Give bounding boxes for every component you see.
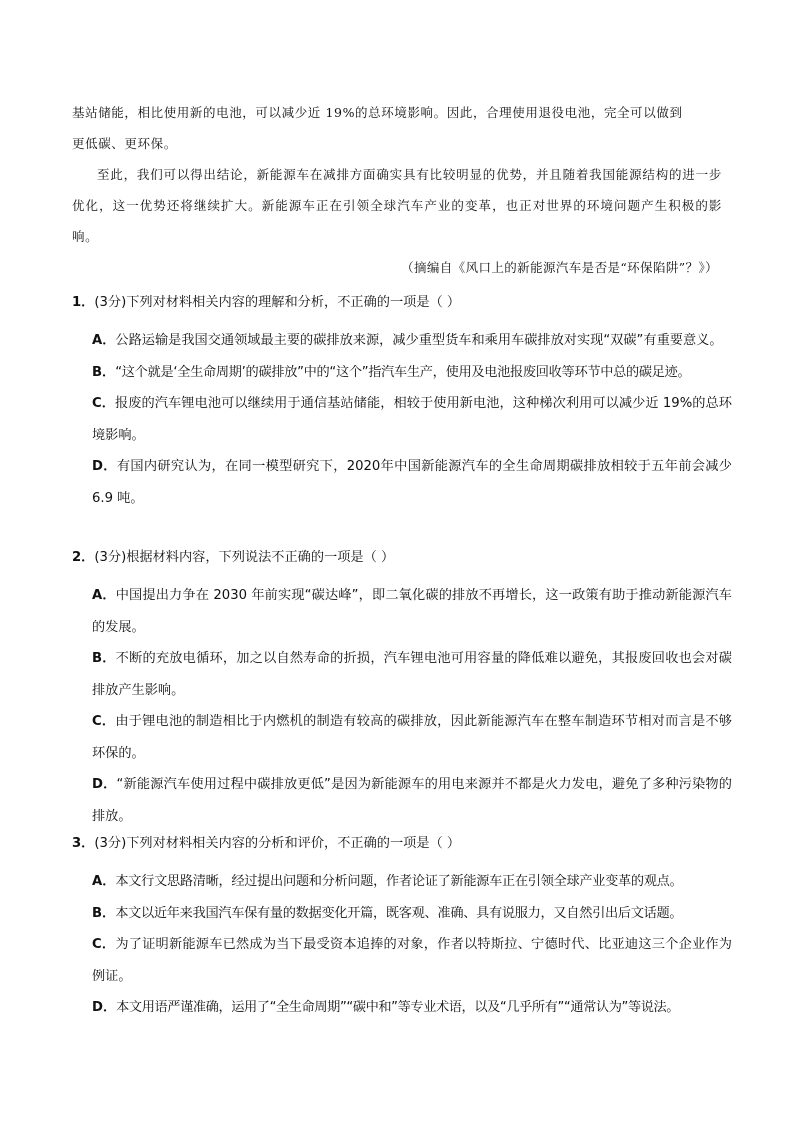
option-letter: B． — [92, 364, 116, 380]
passage-source: （摘编自《风口上的新能源汽车是否是“环保陷阱”？》） — [401, 260, 718, 275]
question-text: (3分)下列对材料相关内容的分析和评价，不正确的一项是（ ） — [94, 836, 461, 851]
option-text: 中国提出力争在 2030 年前实现“碳达峰”，即二氧化碳的排放不再增长，这一政策有助于推动新能源汽车的发展。 — [92, 588, 732, 635]
passage-text — [72, 97, 722, 252]
option-a — [92, 866, 732, 898]
question-stem — [72, 834, 732, 854]
option-c — [92, 706, 732, 769]
option-letter: C． — [92, 937, 116, 952]
question-number: 3． — [72, 836, 95, 851]
option-letter: C． — [92, 714, 116, 729]
option-text: 本文用语严谨准确，运用了“全生命周期”“碳中和”等专业术语，以及“几乎所有”“通常认为”等说法。 — [116, 1000, 680, 1015]
option-c — [92, 388, 732, 451]
question-stem — [72, 293, 732, 313]
option-text: 报废的汽车锂电池可以继续用于通信基站储能，相较于使用新电池，这种梯次利用可以减少近 19%的总环境影响。 — [92, 396, 732, 443]
option-text: “新能源汽车使用过程中碳排放更低”是因为新能源车的用电来源并不都是火力发电，避免了多种污染物的排放。 — [92, 777, 732, 824]
option-text: “这个就是‘全生命周期’的碳排放”中的“这个”指汽车生产，使用及电池报废回收等环节中总的碳足迹。 — [115, 364, 691, 380]
option-a — [92, 325, 732, 357]
option-a — [92, 580, 732, 643]
option-b — [92, 643, 732, 706]
option-letter: A． — [92, 588, 116, 603]
question-text: (3分)下列对材料相关内容的理解和分析，不正确的一项是（ ） — [94, 295, 461, 310]
question-number: 1． — [72, 295, 95, 310]
option-d — [92, 769, 732, 832]
option-letter: D． — [92, 1000, 117, 1015]
question-1 — [72, 293, 732, 514]
passage-paragraph-2: 至此，我们可以得出结论，新能源车在减排方面确实具有比较明显的优势，并且随着我国能源结构的进一步优化，这一优势还将继续扩大。新能源车正在引领全球汽车产业的变革，也正对世界的环境问题产生积极的影响。 — [72, 167, 722, 244]
option-text: 本文以近年来我国汽车保有量的数据变化开篇，既客观、准确、具有说服力，又自然引出后文话题。 — [115, 905, 683, 921]
option-letter: D． — [92, 777, 117, 792]
passage-paragraph-1-line-1: 基站储能，相比使用新的电池，可以减少近 19%的总环境影响。因此，合理使用退役电池，完全可以做到 — [72, 105, 683, 120]
option-text: 由于锂电池的制造相比于内燃机的制造有较高的碳排放，因此新能源汽车在整车制造环节相对而言是不够环保的。 — [92, 714, 732, 761]
option-c — [92, 929, 732, 992]
option-b — [92, 898, 732, 930]
option-d — [92, 992, 732, 1024]
option-letter: D． — [92, 459, 117, 474]
question-2 — [72, 548, 732, 832]
option-d — [92, 451, 732, 514]
option-letter: B． — [92, 905, 116, 921]
question-3 — [72, 834, 732, 1024]
option-letter: C． — [92, 396, 116, 411]
option-letter: A． — [92, 874, 116, 889]
option-letter: B． — [92, 651, 116, 666]
option-text: 不断的充放电循环，加之以自然寿命的折损，汽车锂电池可用容量的降低难以避免，其报废回收也会对碳排放产生影响。 — [92, 651, 732, 698]
option-text: 本文行文思路清晰，经过提出问题和分析问题，作者论证了新能源车正在引领全球产业变革的观点。 — [115, 874, 683, 889]
question-text: (3分)根据材料内容，下列说法不正确的一项是（ ） — [94, 550, 395, 565]
option-text: 为了证明新能源车已然成为当下最受资本追捧的对象，作者以特斯拉、宁德时代、比亚迪这三个企业作为例证。 — [92, 937, 732, 984]
question-number: 2． — [72, 550, 95, 565]
option-text: 公路运输是我国交通领域最主要的碳排放来源，减少重型货车和乘用车碳排放对实现“双碳”有重要意义。 — [115, 333, 723, 348]
option-text: 有国内研究认为，在同一模型研究下，2020年中国新能源汽车的全生命周期碳排放相较于五年前会减少 6.9 吨。 — [92, 459, 732, 506]
question-stem — [72, 548, 732, 568]
option-letter: A． — [92, 333, 116, 348]
passage-paragraph-1-line-2: 更低碳、更环保。 — [72, 136, 177, 151]
option-b — [92, 357, 732, 389]
